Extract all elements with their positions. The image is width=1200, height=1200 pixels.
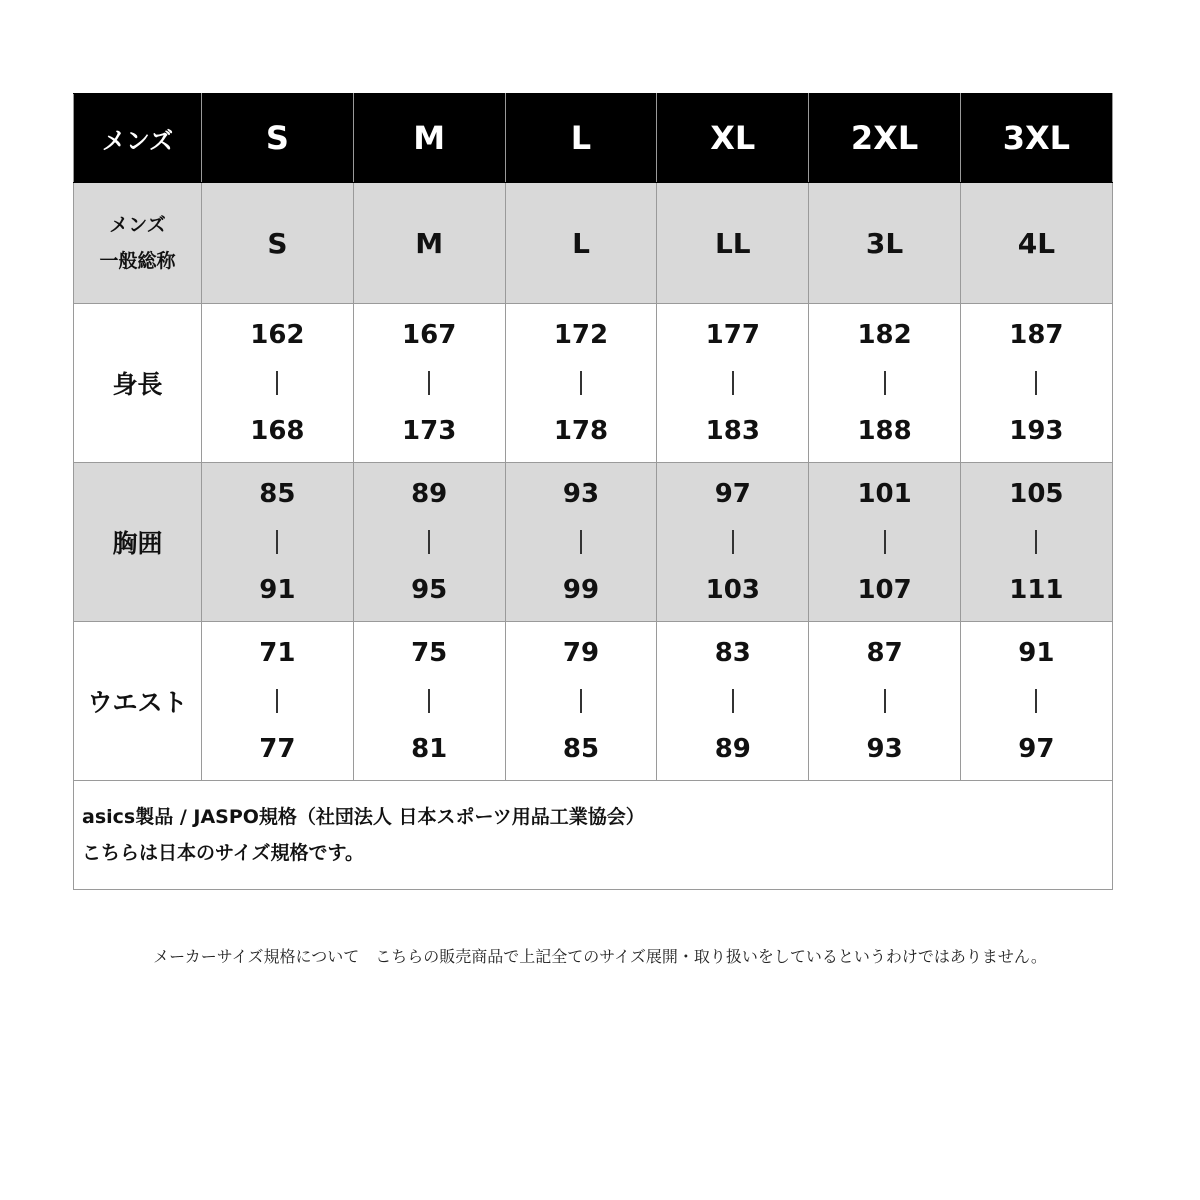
range-cell xyxy=(353,304,505,463)
range-max: 188 xyxy=(857,416,912,446)
general-size-row xyxy=(74,183,1113,304)
range-max: 183 xyxy=(705,416,760,446)
range-max: 97 xyxy=(1018,734,1055,764)
size-cell: XL xyxy=(657,94,809,183)
range-cell xyxy=(202,304,354,463)
range-min: 177 xyxy=(705,320,760,350)
range-separator xyxy=(428,689,430,713)
range-separator xyxy=(732,371,734,395)
range-cell xyxy=(960,304,1112,463)
range-min: 97 xyxy=(714,479,751,509)
range-min: 71 xyxy=(259,638,296,668)
range-cell xyxy=(505,622,657,781)
range-separator xyxy=(276,371,278,395)
range-separator xyxy=(276,689,278,713)
general-label-line2: 一般総称 xyxy=(99,250,176,272)
size-cell: L xyxy=(505,94,657,183)
range-max: 173 xyxy=(402,416,457,446)
range-separator xyxy=(732,689,734,713)
range-separator xyxy=(580,689,582,713)
range-cell xyxy=(353,463,505,622)
range-min: 91 xyxy=(1018,638,1055,668)
range-cell xyxy=(657,463,809,622)
range-min: 85 xyxy=(259,479,296,509)
range-cell xyxy=(202,622,354,781)
range-cell xyxy=(353,622,505,781)
range-max: 85 xyxy=(562,734,600,764)
range-min: 83 xyxy=(714,638,751,668)
range-max: 103 xyxy=(705,575,760,605)
chest-label: 胸囲 xyxy=(74,463,202,622)
range-cell xyxy=(505,304,657,463)
range-separator xyxy=(732,530,734,554)
range-cell xyxy=(505,463,657,622)
range-max: 81 xyxy=(411,734,448,764)
range-min: 187 xyxy=(1009,320,1064,350)
range-separator xyxy=(428,530,430,554)
height-row xyxy=(74,304,1113,463)
range-separator xyxy=(580,371,582,395)
range-max: 193 xyxy=(1009,416,1064,446)
waist-label: ウエスト xyxy=(74,622,202,781)
range-max: 91 xyxy=(259,575,296,605)
range-max: 93 xyxy=(866,734,903,764)
footnote: メーカーサイズ規格について こちらの販売商品で上記全てのサイズ展開・取り扱いをしているというわけではありません。 xyxy=(153,947,1047,966)
general-size-cell: 3L xyxy=(809,183,961,304)
range-max: 99 xyxy=(562,575,600,605)
size-cell: M xyxy=(353,94,505,183)
range-max: 77 xyxy=(259,734,296,764)
height-label: 身長 xyxy=(74,304,202,463)
range-max: 89 xyxy=(714,734,751,764)
range-min: 93 xyxy=(562,479,600,509)
range-min: 101 xyxy=(857,479,912,509)
general-size-cell: S xyxy=(202,183,354,304)
range-min: 87 xyxy=(866,638,903,668)
header-row xyxy=(74,94,1113,183)
range-separator xyxy=(276,530,278,554)
size-cell: 3XL xyxy=(960,94,1112,183)
note-line2: こちらは日本のサイズ規格です。 xyxy=(82,842,364,864)
size-cell: S xyxy=(202,94,354,183)
range-separator xyxy=(1035,689,1037,713)
general-size-label xyxy=(74,183,202,304)
range-cell xyxy=(809,463,961,622)
range-min: 172 xyxy=(553,320,609,350)
header-label: メンズ xyxy=(74,94,202,183)
range-cell xyxy=(809,622,961,781)
general-size-cell: L xyxy=(505,183,657,304)
range-separator xyxy=(428,371,430,395)
range-min: 182 xyxy=(857,320,912,350)
range-separator xyxy=(884,530,886,554)
range-max: 107 xyxy=(857,575,912,605)
range-max: 111 xyxy=(1009,575,1064,605)
range-min: 167 xyxy=(402,320,457,350)
general-size-cell: 4L xyxy=(960,183,1112,304)
waist-row xyxy=(74,622,1113,781)
range-min: 75 xyxy=(411,638,448,668)
note-row xyxy=(74,781,1113,890)
size-cell: 2XL xyxy=(809,94,961,183)
range-separator xyxy=(1035,371,1037,395)
range-max: 178 xyxy=(553,416,609,446)
general-size-cell: M xyxy=(353,183,505,304)
general-label-line1: メンズ xyxy=(109,214,166,236)
range-cell xyxy=(202,463,354,622)
range-separator xyxy=(884,689,886,713)
range-min: 79 xyxy=(562,638,600,668)
range-cell xyxy=(657,304,809,463)
range-cell xyxy=(960,463,1112,622)
range-min: 105 xyxy=(1009,479,1064,509)
range-cell xyxy=(960,622,1112,781)
range-min: 162 xyxy=(250,320,305,350)
range-separator xyxy=(580,530,582,554)
chest-row xyxy=(74,463,1113,622)
range-max: 168 xyxy=(250,416,305,446)
range-separator xyxy=(1035,530,1037,554)
size-chart-table xyxy=(73,93,1113,890)
note-line1: asics製品 / JASPO規格（社団法人 日本スポーツ用品工業協会） xyxy=(82,806,645,828)
range-min: 89 xyxy=(411,479,448,509)
range-max: 95 xyxy=(411,575,448,605)
range-cell xyxy=(657,622,809,781)
range-separator xyxy=(884,371,886,395)
note-cell xyxy=(74,781,1113,890)
general-size-cell: LL xyxy=(657,183,809,304)
range-cell xyxy=(809,304,961,463)
